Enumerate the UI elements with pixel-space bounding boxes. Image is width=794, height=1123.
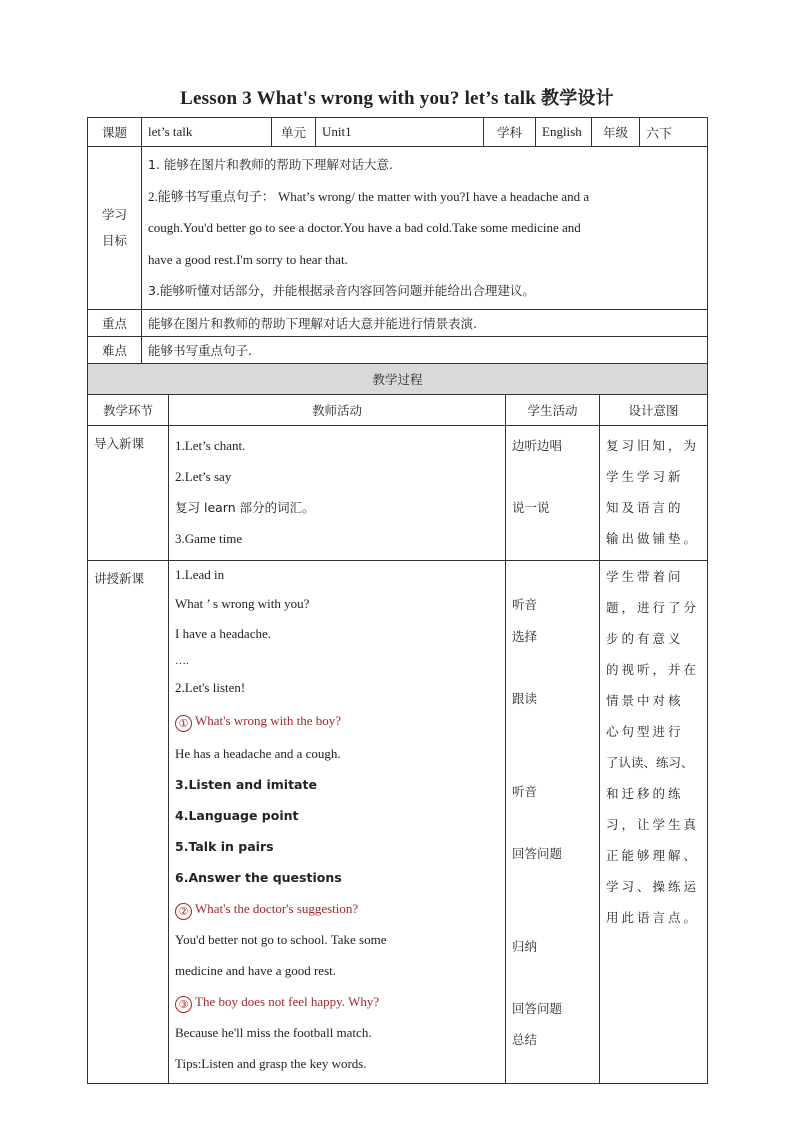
difficulty-row	[88, 336, 708, 363]
teach-t1: 1.Lead in	[175, 566, 225, 582]
teach-i2: 题，进行了分	[606, 599, 700, 615]
teach-s3: 跟读	[512, 690, 538, 706]
teach-stage: 讲授新课	[88, 560, 169, 1083]
teach-t3: I have a headache.	[175, 625, 271, 641]
answer-2-line2: medicine and have a good rest.	[175, 962, 336, 978]
teach-teacher-activity	[169, 560, 506, 1083]
intro-t1: 1.Let’s chant.	[175, 437, 246, 453]
process-table	[87, 363, 708, 1084]
title-english: Lesson 3 What's wrong with you? let’s talk	[180, 88, 542, 109]
teach-i1: 学生带着问	[606, 568, 684, 584]
teach-i9: 习，让学生真	[606, 816, 700, 832]
teach-tips: Tips:Listen and grasp the key words.	[175, 1055, 367, 1071]
teach-row	[88, 560, 708, 1083]
subject-label: 学科	[484, 118, 536, 147]
question-1-text: What's wrong with the boy?	[195, 712, 342, 728]
intro-row	[88, 425, 708, 560]
teach-s1: 听音	[512, 596, 538, 612]
intro-t3: 复习 learn 部分的词汇。	[175, 499, 315, 515]
goal-line-2: 2.能够书写重点句子： What’s wrong/ the matter with you?I have a headache and a	[148, 188, 590, 204]
teach-t2: What ’ s wrong with you?	[175, 595, 310, 611]
goals-label-line1: 学习	[101, 206, 127, 222]
teach-i3: 步的有意义	[606, 630, 684, 646]
teach-i10: 正能够理解、	[606, 847, 700, 863]
lesson-plan-sheet	[87, 117, 707, 1084]
teach-t5: 2.Let's listen!	[175, 679, 246, 695]
teach-i7: 了认读、练习、	[606, 754, 694, 770]
answer-3: Because he'll miss the football match.	[175, 1024, 372, 1040]
header-stage: 教学环节	[88, 394, 169, 425]
teach-t9: 6.Answer the questions	[175, 869, 342, 885]
teach-i5: 情景中对核	[606, 692, 684, 708]
intro-i1: 复习旧知，为	[606, 437, 700, 453]
goals-content	[142, 147, 708, 310]
teach-t4: ….	[175, 654, 189, 667]
teach-s5: 回答问题	[512, 845, 563, 861]
question-3	[175, 986, 499, 1017]
intro-t4: 3.Game time	[175, 530, 243, 546]
key-text: 能够在图片和教师的帮助下理解对话大意并能进行情景表演.	[142, 309, 708, 336]
goal-line-3: cough.You'd better go to see a doctor.You have a bad cold.Take some medicine and	[148, 220, 581, 235]
teach-s7: 回答问题	[512, 1000, 563, 1016]
teach-i4: 的视听，并在	[606, 661, 700, 677]
unit-label: 单元	[272, 118, 316, 147]
header-intent: 设计意图	[600, 394, 708, 425]
key-row	[88, 309, 708, 336]
unit-value: Unit1	[316, 118, 484, 147]
teach-t8: 5.Talk in pairs	[175, 838, 274, 854]
intro-s1: 边听边唱	[512, 437, 563, 453]
intro-i2: 学生学习新	[606, 468, 684, 484]
goal-line-1: 1. 能够在图片和教师的帮助下理解对话大意.	[148, 157, 393, 172]
grade-label: 年级	[592, 118, 640, 147]
teach-intent	[600, 560, 708, 1083]
teach-t6: 3.Listen and imitate	[175, 776, 317, 792]
intro-student-activity	[506, 425, 600, 560]
goal-line-4: have a good rest.I'm sorry to hear that.	[148, 251, 348, 267]
difficulty-text: 能够书写重点句子.	[142, 336, 708, 363]
teach-i8: 和迁移的练	[606, 785, 684, 801]
question-2-text: What's the doctor's suggestion?	[195, 900, 359, 916]
teach-s4: 听音	[512, 783, 538, 799]
goal-line-5: 3.能够听懂对话部分，并能根据录音内容回答问题并能给出合理建议。	[148, 283, 535, 298]
teach-t7: 4.Language point	[175, 807, 299, 823]
process-banner-row	[88, 363, 708, 394]
goals-label-line2: 目标	[101, 232, 127, 248]
topic-value: let’s talk	[142, 118, 272, 147]
topic-label: 课题	[88, 118, 142, 147]
key-label: 重点	[88, 309, 142, 336]
process-header-row	[88, 394, 708, 425]
question-3-number: ③	[175, 996, 192, 1013]
document-title	[0, 84, 794, 110]
question-2-number: ②	[175, 903, 192, 920]
question-1	[175, 703, 499, 739]
intro-i3: 知及语言的	[606, 499, 684, 515]
header-student: 学生活动	[506, 394, 600, 425]
intro-i4: 输出做铺垫。	[606, 530, 700, 546]
intro-stage: 导入新课	[88, 425, 169, 560]
goals-table	[87, 146, 708, 364]
info-row	[88, 118, 708, 147]
intro-teacher-activity	[169, 425, 506, 560]
goals-label	[88, 147, 142, 310]
intro-s2: 说一说	[512, 499, 550, 515]
goals-row	[88, 147, 708, 310]
intro-t2: 2.Let’s say	[175, 468, 232, 484]
title-chinese: 教学设计	[541, 88, 614, 109]
subject-value: English	[536, 118, 592, 147]
question-2	[175, 893, 499, 924]
teach-i11: 学习、操练运	[606, 878, 700, 894]
info-table	[87, 117, 708, 147]
question-3-text: The boy does not feel happy. Why?	[195, 993, 380, 1009]
teach-i6: 心句型进行	[606, 723, 684, 739]
question-1-number: ①	[175, 715, 192, 732]
teach-s6: 归纳	[512, 938, 538, 954]
answer-2-line1: You'd better not go to school. Take some	[175, 931, 387, 947]
difficulty-label: 难点	[88, 336, 142, 363]
process-banner: 教学过程	[88, 363, 708, 394]
intro-intent	[600, 425, 708, 560]
teach-s8: 总结	[512, 1031, 538, 1047]
grade-value: 六下	[640, 118, 708, 147]
header-teacher: 教师活动	[169, 394, 506, 425]
teach-i12: 用此语言点。	[606, 909, 700, 925]
teach-student-activity	[506, 560, 600, 1083]
answer-1: He has a headache and a cough.	[175, 745, 341, 761]
teach-s2: 选择	[512, 628, 538, 644]
